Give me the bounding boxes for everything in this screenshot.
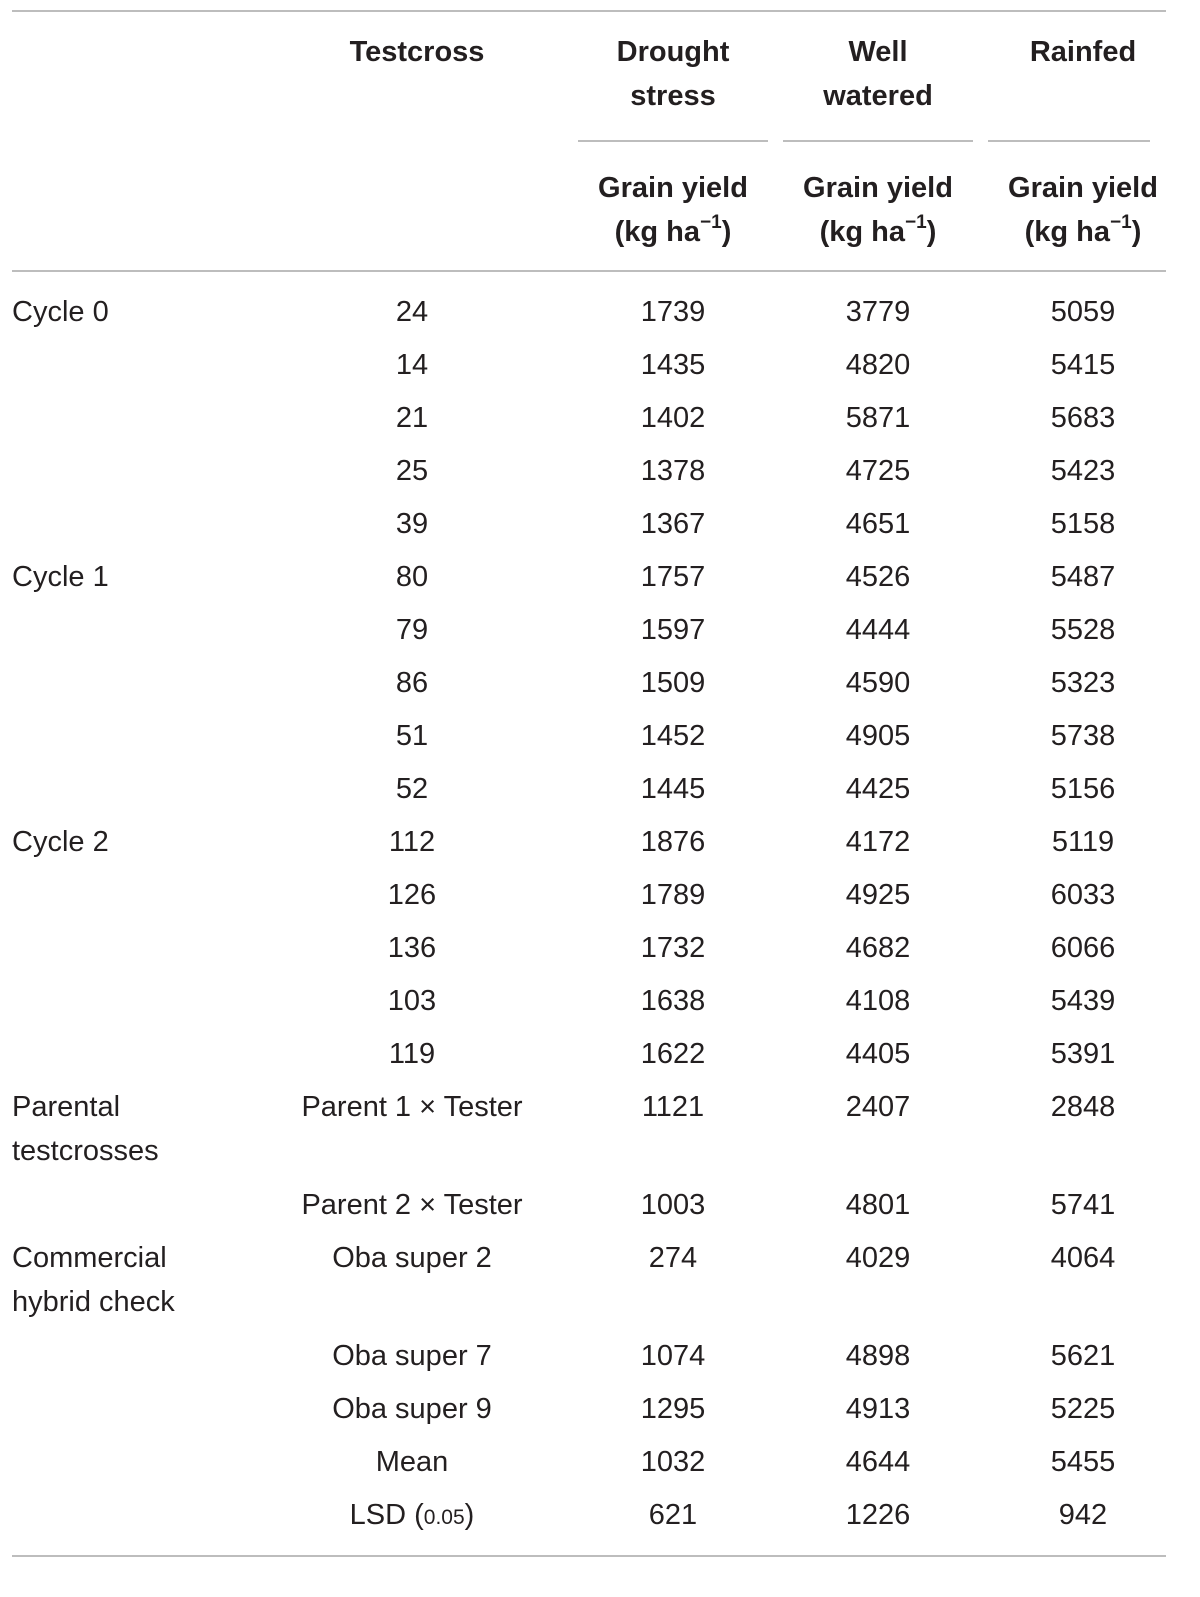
well-cell: 4820: [845, 349, 911, 381]
testcross-cell: 52: [395, 773, 429, 805]
rainfed-cell: 5156: [1050, 773, 1116, 805]
rainfed-cell: 5738: [1050, 720, 1116, 752]
well-cell: 4801: [845, 1189, 911, 1221]
testcross-cell: 119: [388, 1038, 436, 1070]
drought-cell: 1622: [640, 1038, 706, 1070]
drought-cell: 274: [648, 1242, 698, 1274]
well-cell: 4172: [845, 826, 911, 858]
subheader-rainfed-label: Grain yield: [1008, 172, 1158, 204]
header-well-line2: watered: [823, 80, 933, 112]
well-cell: 4644: [845, 1446, 911, 1478]
testcross-cell: 80: [395, 561, 429, 593]
header-bottom-rule: [12, 270, 1166, 272]
group-label: Cycle 1: [12, 561, 109, 593]
testcross-cell: Oba super 7: [332, 1340, 492, 1372]
lsd-label: LSD (0.05): [349, 1499, 475, 1531]
drought-cell: 1435: [640, 349, 706, 381]
testcross-cell: Oba super 2: [332, 1242, 492, 1274]
group-label: Parental testcrosses: [12, 1091, 159, 1167]
testcross-cell: 21: [395, 402, 429, 434]
testcross-cell: 112: [388, 826, 436, 858]
rainfed-cell: 942: [1058, 1499, 1108, 1531]
drought-cell: 1032: [640, 1446, 706, 1478]
group-label: Commercial hybrid check: [12, 1242, 175, 1318]
drought-cell: 1739: [640, 296, 706, 328]
well-cell: 4651: [845, 508, 911, 540]
drought-cell: 1876: [640, 826, 706, 858]
header-well-underline: [783, 140, 973, 142]
testcross-cell: Oba super 9: [332, 1393, 492, 1425]
header-rainfed-underline: [988, 140, 1150, 142]
header-testcross: Testcross: [349, 36, 485, 68]
testcross-cell: 51: [395, 720, 429, 752]
well-cell: 1226: [845, 1499, 911, 1531]
drought-cell: 1789: [640, 879, 706, 911]
testcross-cell: Parent 2 × Tester: [301, 1189, 523, 1221]
well-cell: 4405: [845, 1038, 911, 1070]
rainfed-cell: 5423: [1050, 455, 1116, 487]
header-drought-line1: Drought: [616, 36, 730, 68]
testcross-cell: 126: [387, 879, 437, 911]
well-cell: 4425: [845, 773, 911, 805]
well-cell: 4913: [845, 1393, 911, 1425]
rainfed-cell: 5621: [1050, 1340, 1116, 1372]
well-cell: 4108: [845, 985, 911, 1017]
testcross-cell: 25: [395, 455, 429, 487]
rainfed-cell: 6033: [1050, 879, 1116, 911]
rainfed-cell: 5741: [1050, 1189, 1116, 1221]
rainfed-cell: 5225: [1050, 1393, 1116, 1425]
drought-cell: 1732: [640, 932, 706, 964]
well-cell: 4526: [845, 561, 911, 593]
subheader-well: [783, 166, 973, 254]
well-cell: 5871: [845, 402, 911, 434]
testcross-cell: Parent 1 × Tester: [301, 1091, 523, 1123]
drought-cell: 1509: [640, 667, 706, 699]
table-top-rule: [12, 10, 1166, 12]
drought-cell: 1074: [640, 1340, 706, 1372]
rainfed-cell: 5158: [1050, 508, 1116, 540]
group-label: Cycle 2: [12, 826, 109, 858]
rainfed-cell: 5415: [1050, 349, 1116, 381]
well-cell: 4905: [845, 720, 911, 752]
drought-cell: 1003: [640, 1189, 706, 1221]
subheader-rainfed: [988, 166, 1178, 254]
drought-cell: 1757: [640, 561, 706, 593]
drought-cell: 1597: [640, 614, 706, 646]
drought-cell: 1452: [640, 720, 706, 752]
rainfed-cell: 5528: [1050, 614, 1116, 646]
subheader-rainfed-unit: (kg $ha^{-1}$): [1024, 212, 1142, 248]
header-rainfed: Rainfed: [1029, 36, 1137, 68]
subheader-drought: [578, 166, 768, 254]
header-well-watered: [783, 30, 973, 118]
drought-cell: 1378: [640, 455, 706, 487]
testcross-cell: 24: [395, 296, 429, 328]
group-label: Cycle 0: [12, 296, 109, 328]
rainfed-cell: 5487: [1050, 561, 1116, 593]
rainfed-cell: 4064: [1050, 1242, 1116, 1274]
header-well-line1: Well: [848, 36, 908, 68]
well-cell: 4725: [845, 455, 911, 487]
drought-cell: 621: [648, 1499, 698, 1531]
testcross-cell: 103: [387, 985, 437, 1017]
drought-cell: 1121: [641, 1091, 705, 1123]
drought-cell: 1367: [640, 508, 706, 540]
drought-cell: 1295: [640, 1393, 706, 1425]
well-cell: 4029: [845, 1242, 911, 1274]
well-cell: 4925: [845, 879, 911, 911]
testcross-cell: Mean: [375, 1446, 449, 1478]
testcross-cell: 39: [395, 508, 429, 540]
drought-cell: 1402: [640, 402, 706, 434]
well-cell: 2407: [845, 1091, 911, 1123]
rainfed-cell: 5683: [1050, 402, 1116, 434]
well-cell: 4898: [845, 1340, 911, 1372]
subheader-well-label: Grain yield: [803, 172, 953, 204]
subheader-drought-label: Grain yield: [598, 172, 748, 204]
subheader-drought-unit: (kg $ha^{-1}$): [614, 212, 732, 248]
rainfed-cell: 5391: [1050, 1038, 1116, 1070]
header-drought-line2: stress: [630, 80, 716, 112]
well-cell: 3779: [845, 296, 911, 328]
rainfed-cell: 5323: [1050, 667, 1116, 699]
testcross-cell: 79: [395, 614, 429, 646]
drought-cell: 1445: [640, 773, 706, 805]
testcross-cell: 14: [395, 349, 429, 381]
table-bottom-rule: [12, 1555, 1166, 1557]
testcross-cell: 86: [395, 667, 429, 699]
header-drought-underline: [578, 140, 768, 142]
rainfed-cell: 5119: [1051, 826, 1115, 858]
well-cell: 4682: [845, 932, 911, 964]
subheader-well-unit: (kg $ha^{-1}$): [819, 212, 937, 248]
drought-cell: 1638: [640, 985, 706, 1017]
well-cell: 4444: [845, 614, 911, 646]
rainfed-cell: 6066: [1050, 932, 1116, 964]
header-drought-stress: [578, 30, 768, 118]
well-cell: 4590: [845, 667, 911, 699]
rainfed-cell: 5059: [1050, 296, 1116, 328]
rainfed-cell: 5455: [1050, 1446, 1116, 1478]
rainfed-cell: 5439: [1050, 985, 1116, 1017]
rainfed-cell: 2848: [1050, 1091, 1116, 1123]
testcross-cell: 136: [387, 932, 437, 964]
